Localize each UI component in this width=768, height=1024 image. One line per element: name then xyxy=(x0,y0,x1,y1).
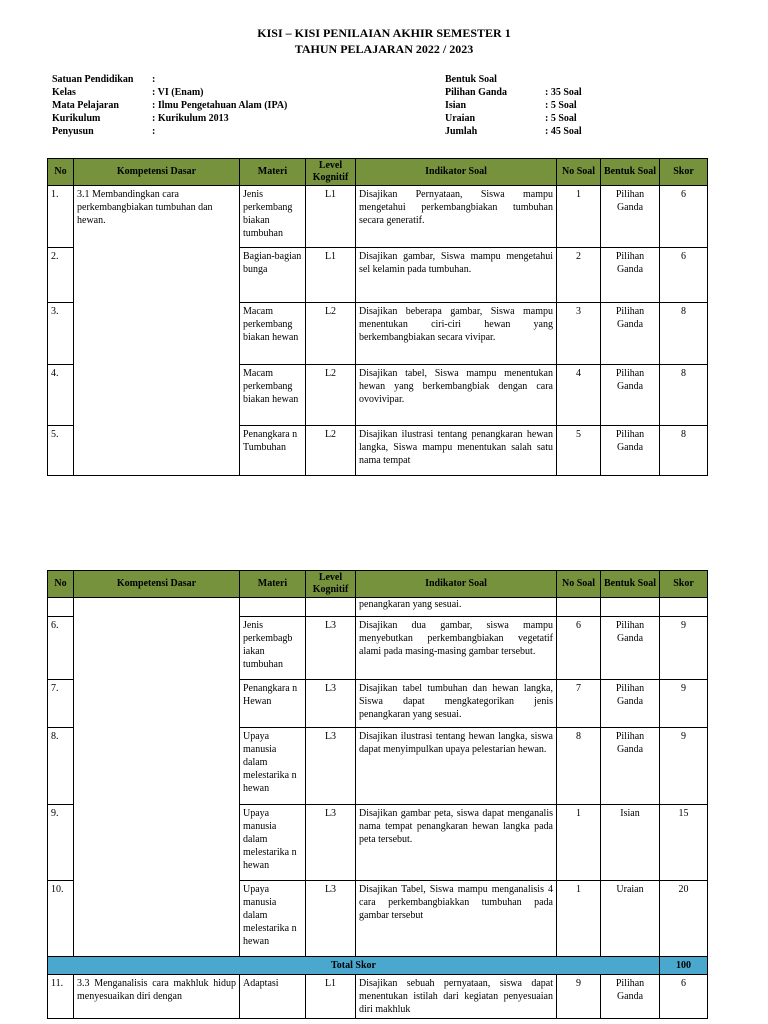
indikator-text: Disajikan ilustrasi tentang penangkaran hewan langka, Siswa mampu menentukan salah satu nama tempat xyxy=(359,429,553,466)
cell-no-soal: 5 xyxy=(557,426,601,476)
info-key: Penyusun xyxy=(52,126,94,137)
column-header: No xyxy=(48,571,74,598)
cell-level: L1 xyxy=(306,975,356,1019)
column-header: Level Kognitif xyxy=(306,159,356,186)
kisi-table-2 xyxy=(47,570,708,1019)
info-key: Isian xyxy=(445,100,467,111)
cell-materi: Upaya manusia dalam melestarika n hewan xyxy=(240,881,306,957)
info-row xyxy=(52,112,287,125)
cell-materi xyxy=(240,598,306,617)
cell-skor: 6 xyxy=(660,975,708,1019)
cell-kompetensi: 3.1 Membandingkan cara perkembangbiakan tumbuhan dan hewan. xyxy=(74,186,240,476)
info-value: : VI (Enam) xyxy=(152,87,204,98)
info-row xyxy=(445,86,582,99)
total-row xyxy=(48,957,708,975)
total-label: Total Skor xyxy=(48,957,660,975)
cell-no: 11. xyxy=(48,975,74,1019)
cell-no: 5. xyxy=(48,426,74,476)
info-value: : xyxy=(152,126,156,137)
cell-skor: 15 xyxy=(660,805,708,881)
cell-materi: Bagian-bagian bunga xyxy=(240,248,306,303)
cell-no-soal xyxy=(557,598,601,617)
cell-no-soal: 2 xyxy=(557,248,601,303)
cell-level xyxy=(306,598,356,617)
cell-level: L2 xyxy=(306,303,356,365)
column-header: Materi xyxy=(240,571,306,598)
info-row xyxy=(52,125,287,138)
cell-indikator: Disajikan tabel tumbuhan dan hewan langka, Siswa dapat mengkategorikan jenis penangkaran yang sesuai. xyxy=(356,680,557,728)
cell-no: 9. xyxy=(48,805,74,881)
table-header xyxy=(48,159,708,186)
cell-indikator: Disajikan gambar peta, siswa dapat menganalis nama tempat penangkaran hewan langka pada peta tersebut. xyxy=(356,805,557,881)
cell-materi: Macam perkembang biakan hewan xyxy=(240,303,306,365)
cell-bentuk xyxy=(601,598,660,617)
column-header: Bentuk Soal xyxy=(601,159,660,186)
cell-no: 10. xyxy=(48,881,74,957)
table-row-continuation xyxy=(48,598,708,617)
kisi-table-1 xyxy=(47,158,708,476)
cell-bentuk: Pilihan Ganda xyxy=(601,186,660,248)
cell-no-soal: 1 xyxy=(557,881,601,957)
info-row xyxy=(445,112,582,125)
cell-materi: Jenis perkembagb iakan tumbuhan xyxy=(240,617,306,680)
cell-level: L3 xyxy=(306,680,356,728)
info-value: : xyxy=(152,74,156,85)
info-key: Jumlah xyxy=(445,126,478,137)
cell-bentuk: Isian xyxy=(601,805,660,881)
info-key: Kurikulum xyxy=(52,113,101,124)
info-row xyxy=(52,99,287,112)
cell-indikator: Disajikan beberapa gambar, Siswa mampu menentukan ciri-ciri hewan yang berkembangbiakan secara vivipar. xyxy=(356,303,557,365)
info-key: Pilihan Ganda xyxy=(445,87,507,98)
kompetensi-text: 3.3 Menganalisis cara makhluk hidup menyesuaikan diri dengan xyxy=(77,978,236,1002)
table-row xyxy=(48,975,708,1019)
cell-no: 8. xyxy=(48,728,74,805)
cell-no-soal: 9 xyxy=(557,975,601,1019)
info-right xyxy=(445,73,582,138)
info-row xyxy=(445,125,582,138)
info-key: Mata Pelajaran xyxy=(52,100,119,111)
column-header: Level Kognitif xyxy=(306,571,356,598)
cell-skor: 8 xyxy=(660,365,708,426)
cell-skor: 9 xyxy=(660,680,708,728)
cell-level: L3 xyxy=(306,728,356,805)
info-value: : Kurikulum 2013 xyxy=(152,113,229,124)
info-row xyxy=(52,86,287,99)
cell-no: 1. xyxy=(48,186,74,248)
cell-bentuk: Uraian xyxy=(601,881,660,957)
info-key: Bentuk Soal xyxy=(445,74,497,85)
column-header: Kompetensi Dasar xyxy=(74,571,240,598)
cell-no-soal: 7 xyxy=(557,680,601,728)
info-row xyxy=(445,73,582,86)
cell-skor xyxy=(660,598,708,617)
cell-indikator: Disajikan gambar, Siswa mampu mengetahui sel kelamin pada tumbuhan. xyxy=(356,248,557,303)
cell-level: L2 xyxy=(306,426,356,476)
cell-bentuk: Pilihan Ganda xyxy=(601,303,660,365)
info-left xyxy=(52,73,287,138)
cell-no-soal: 8 xyxy=(557,728,601,805)
cell-bentuk: Pilihan Ganda xyxy=(601,248,660,303)
cell-bentuk: Pilihan Ganda xyxy=(601,975,660,1019)
cell-indikator: Disajikan tabel, Siswa mampu menentukan hewan yang berkembangbiak dengan cara ovovivipar. xyxy=(356,365,557,426)
cell-indikator: Disajikan dua gambar, siswa mampu menyebutkan perkembangbiakan vegetatif alami pada masing-masing gambar tersebut. xyxy=(356,617,557,680)
cell-skor: 20 xyxy=(660,881,708,957)
cell-materi: Macam perkembang biakan hewan xyxy=(240,365,306,426)
cell-skor: 6 xyxy=(660,248,708,303)
column-header: Skor xyxy=(660,571,708,598)
cell-kompetensi xyxy=(74,975,240,1019)
column-header: No Soal xyxy=(557,159,601,186)
column-header: Bentuk Soal xyxy=(601,571,660,598)
total-value: 100 xyxy=(660,957,708,975)
cell-no-soal: 1 xyxy=(557,186,601,248)
info-value: : 45 Soal xyxy=(545,126,582,137)
cell-materi: Penangkara n Tumbuhan xyxy=(240,426,306,476)
info-key: Uraian xyxy=(445,113,475,124)
cell-level: L2 xyxy=(306,365,356,426)
info-key: Satuan Pendidikan xyxy=(52,74,134,85)
cell-no: 3. xyxy=(48,303,74,365)
cell-indikator: Disajikan Pernyataan, Siswa mampu mengetahui perkembangbiakan tumbuhan secara generatif. xyxy=(356,186,557,248)
info-row xyxy=(445,99,582,112)
cell-bentuk: Pilihan Ganda xyxy=(601,728,660,805)
cell-skor: 9 xyxy=(660,728,708,805)
cell-level: L1 xyxy=(306,248,356,303)
cell-no: 4. xyxy=(48,365,74,426)
cell-no-soal: 4 xyxy=(557,365,601,426)
info-row xyxy=(52,73,287,86)
column-header: Skor xyxy=(660,159,708,186)
cell-skor: 8 xyxy=(660,426,708,476)
cell-skor: 6 xyxy=(660,186,708,248)
cell-bentuk: Pilihan Ganda xyxy=(601,680,660,728)
cell-materi: Upaya manusia dalam melestarika n hewan xyxy=(240,728,306,805)
document-title: KISI – KISI PENILAIAN AKHIR SEMESTER 1 xyxy=(257,26,511,40)
cell-no-soal: 1 xyxy=(557,805,601,881)
column-header: Indikator Soal xyxy=(356,159,557,186)
cell-no-soal: 6 xyxy=(557,617,601,680)
cell-no: 2. xyxy=(48,248,74,303)
table-row xyxy=(48,186,708,248)
cell-level: L3 xyxy=(306,881,356,957)
cell-skor: 8 xyxy=(660,303,708,365)
table-header xyxy=(48,571,708,598)
cell-materi: Adaptasi xyxy=(240,975,306,1019)
cell-kompetensi xyxy=(74,598,240,957)
cell-materi: Penangkara n Hewan xyxy=(240,680,306,728)
column-header: Indikator Soal xyxy=(356,571,557,598)
cell-no-soal: 3 xyxy=(557,303,601,365)
cell-bentuk: Pilihan Ganda xyxy=(601,617,660,680)
cell-indikator: Disajikan ilustrasi tentang hewan langka, siswa dapat menyimpulkan upaya pelestarian hewan. xyxy=(356,728,557,805)
info-value: : Ilmu Pengetahuan Alam (IPA) xyxy=(152,100,288,111)
column-header: No Soal xyxy=(557,571,601,598)
column-header: No xyxy=(48,159,74,186)
document-subtitle: TAHUN PELAJARAN 2022 / 2023 xyxy=(294,42,474,56)
cell-no: 6. xyxy=(48,617,74,680)
column-header: Materi xyxy=(240,159,306,186)
cell-level: L1 xyxy=(306,186,356,248)
info-value: : 5 Soal xyxy=(545,113,577,124)
cell-materi: Upaya manusia dalam melestarika n hewan xyxy=(240,805,306,881)
cell-no: 7. xyxy=(48,680,74,728)
info-key: Kelas xyxy=(52,87,76,98)
cell-indikator: penangkaran yang sesuai. xyxy=(356,598,557,617)
cell-bentuk: Pilihan Ganda xyxy=(601,426,660,476)
cell-indikator: Disajikan Tabel, Siswa mampu menganalisis 4 cara perkembangbiakkan tumbuhan pada gambar tersebut xyxy=(356,881,557,957)
cell-level: L3 xyxy=(306,617,356,680)
cell-materi: Jenis perkembang biakan tumbuhan xyxy=(240,186,306,248)
cell-no xyxy=(48,598,74,617)
info-value: : 5 Soal xyxy=(545,100,577,111)
column-header: Kompetensi Dasar xyxy=(74,159,240,186)
cell-indikator xyxy=(356,426,557,476)
cell-level: L3 xyxy=(306,805,356,881)
cell-bentuk: Pilihan Ganda xyxy=(601,365,660,426)
cell-indikator: Disajikan sebuah pernyataan, siswa dapat menentukan istilah dari kegiatan penyesuaian diri makhluk xyxy=(356,975,557,1019)
cell-skor: 9 xyxy=(660,617,708,680)
info-value: : 35 Soal xyxy=(545,87,582,98)
